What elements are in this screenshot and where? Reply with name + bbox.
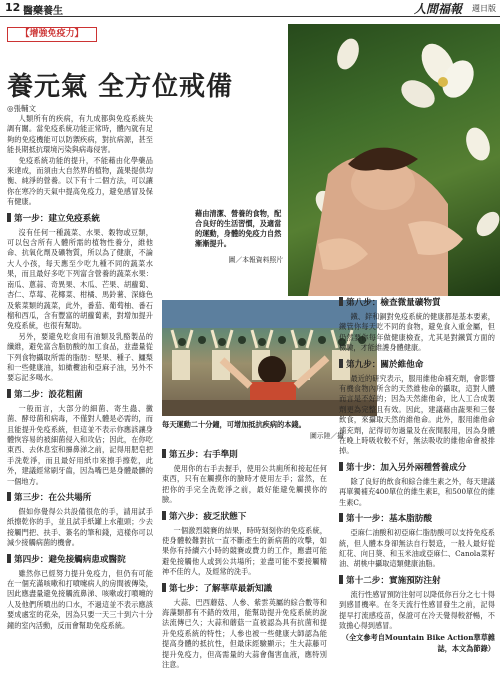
photo-credit: 圖示陸／攝	[310, 432, 344, 440]
newspaper-logo: 人間福報	[413, 2, 462, 16]
step-paragraph: 另外，要避免吃食用有油類及乳酪製品的纖維，避免富含脂肪酸的加工食品，並盡量從下列食物攝取所需的脂肪：堅果、種子、鱷梨和一些健康油，如橄欖油和亞麻子油，另外不要忘記多喝水。	[7, 331, 153, 383]
heading-bar-icon	[162, 449, 166, 458]
newspaper-edition: 週日版	[472, 4, 496, 13]
step-paragraph: 假如你覺得公共設備很危的手，請用試手紙擦乾你的手，並且試手紙罐上水龍頭；少去接觸門把、扶手、簽名的筆和錢，這樣你可以減少接觸病菌的機會。	[7, 507, 153, 548]
left-column	[7, 114, 153, 631]
intro-paragraph: 免疫系統功能的提升，不能藉由化學藥品來達成，而須由大自然界的植物，蔬果提供均衡、純淨的營養。以下有十二個方法，可以讓你在寒冷的天氣中提高免疫力，避免感冒及保有健康。	[7, 155, 153, 207]
step-paragraph: 亞麻仁油酸和初亞麻仁脂肪酸可以支持免疫系統，但人體本身卻無法自行製造，一般人最好從紅花、向日葵、和玉米油或亞麻仁、Canola菜籽油、胡桃中攝取這類健康油脂。	[339, 528, 495, 569]
step-paragraph: 沒有任何一種蔬菜、水果、穀物或豆類，可以包含所有人體所需的植物性養分，維他命、抗氧化劑及礦物質，所以為了健康，不論大人小孩，每天應至少吃九種不同的蔬菜水果，而且最好多吃下列富含營養的蔬菜水果：南瓜、蔥蒜、奇異果、木瓜、芒果、胡蘿蔔、杏仁、草莓、花椰菜、柑橘、馬鈴薯、深綠色及紫菜類的蔬菜，此外，番茄、葡萄柚、番石榴和西瓜，含有豐富的胡蘿蔔素，對增加提升免疫系統，也很有幫助。	[7, 227, 153, 331]
intro-paragraph: 人類所有的疾病，有九成都與免疫系統失調有關。當免疫系統功能正常時，體內就有足夠的免疫機能可以防禦疾病，對抗病源，甚至能長期抵抗環境污染與病毒侵害。	[7, 114, 153, 155]
page-header	[0, 0, 500, 17]
step-paragraph: 大蒜、巴西蘑菇、人參、紫雲英屬的綜合數等和海藻類都有不錯的效用，能幫助提升免疫系統的說法流傳已久；大蒜和蘑菇一直被認為具有抗菌和提升免疫系統的特性；人參也被一些健康大師認為能提高身體的抵抗性，但最床經驗顯示；生大蒜藤可提升免疫力，但高需量的大蒜會傷害血液，應特別注意。	[162, 597, 327, 670]
step-paragraph: 最近的研究表示，服用維他命補充劑，會影響有機食物內所含的天然維他命的攝取，這對人體而言是不好的；因為天然維他命，比人工合成製劑更為完整且有效。因此，建議藉由蔬果和三餐飲食，來攝取天然的維他命。此外，服用維他命補充劑，記得切勿過量及在夜間服用，因為身體在晚上時吸收較不好，無法吸收的維他命會被排掉。	[339, 373, 495, 456]
article-title: 養元氣 全方位戒備	[7, 72, 234, 102]
step-heading: 第三步：在公共場所	[7, 492, 153, 504]
step-heading: 第八步：檢查微量礦物質	[339, 297, 495, 309]
caption-text: 藉由清潔、營養的食物，配合良好的生活習慣，及適當的運動，身體的免疫力自然漸漸提升。	[195, 209, 282, 248]
step-heading: 第四步：避免接觸病患或醫院	[7, 554, 153, 566]
step-paragraph: 使用你的右手去握手，使用公共廁所和接起任何東西，只有在觸摸你的臉時才使用左手；當然，在把你的手完全洗乾淨之前，最好能避免觸摸你的臉。	[162, 464, 327, 505]
step-paragraph: 流行性感冒預防注射可以降低你百分之七十得到感冒機率。在冬天流行性感冒發生之前，記得提早打流感疫苗，保證可在冷天覺得較舒暢，不致擔心得到感冒。	[339, 589, 495, 630]
step-paragraph: 雖然你已經努力提升免疫力，但仍有可能在一個充滿咳嗽和打噴嚏病人的房間被傳染，因此應盡量避免接觸流鼻涕、咳嗽或打噴嚏的人及他們所噴出的口水，不過這並不表示應該要成處室的花朵，因為只要一天三十到六十分鐘的室內活動，反而會幫助免疫系統。	[7, 568, 153, 630]
step-paragraph: 一般而言，大部分的細菌、寄生蟲、黴菌、酵母菌和病毒，不僅對人體是必需的，而且能提升免疫系統，但這並不表示你應該讓身體恢容易的被細菌侵入和攻佔；因此，在你吃東西、去休息室和擤鼻涕之前，記得用肥皂把手洗乾淨，而且最好用紙巾來擦手擦乾，此外，建議經常刷牙齒，因為嘴巴是身體最髒的一個地方。	[7, 403, 153, 486]
spa-photo-caption	[195, 209, 283, 265]
step-heading: 第五步：右手準則	[162, 449, 327, 461]
heading-bar-icon	[339, 462, 343, 471]
caption-text: 每天運動二十分鐘，可增加抵抗疾病的本錢。	[162, 420, 306, 429]
spa-massage-photo	[288, 24, 500, 296]
photo-credit: 圖／本報資料照片	[228, 256, 283, 264]
step-heading: 第十步：加入另外兩種營養成分	[339, 462, 495, 474]
heading-bar-icon	[7, 492, 11, 501]
step-heading: 第六步：疲乏狀態下	[162, 511, 327, 523]
heading-bar-icon	[7, 554, 11, 563]
heading-bar-icon	[339, 513, 343, 522]
step-heading: 第七步：了解華草最新知識	[162, 583, 327, 595]
page-number: 12	[5, 1, 21, 14]
step-paragraph: 一個激烈競賽的結果，時時刻刻你的免疫系統，使身體較難對抗一直不斷產生的新病菌的攻擊，如果你有持續六小時的競賽或費力的工作，應盡可能避免接觸他人或到公共場所；並盡可能不要接觸精神不佳的人，及經常的洗手。	[162, 525, 327, 577]
step-paragraph: 除了良好的飲食和綜合維生素之外，每天建議再單獨補充400單位的維生素E，和500單位的維生素C。	[339, 476, 495, 507]
step-heading: 第十一步：基本脂肪酸	[339, 513, 495, 525]
heading-bar-icon	[339, 575, 343, 584]
heading-bar-icon	[339, 359, 343, 368]
step-heading: 第十二步：實施預防注射	[339, 575, 495, 587]
step-paragraph: 鐵、鋅和銅對免疫系統的健康都是基本要素，鐵管你每天吃不同的食物，避免食入重金屬，但仍然要你每年做健康檢查，尤其是對鐵質方面的檢驗，才能維護身體健康。	[339, 312, 495, 353]
step-heading: 第一步：建立免疫系統	[7, 213, 153, 225]
topic-tag: 【增強免疫力】	[7, 27, 97, 42]
heading-bar-icon	[7, 213, 11, 222]
byline: ◎張輔文	[7, 104, 37, 113]
step-heading: 第九步：關於維他命	[339, 359, 495, 371]
heading-bar-icon	[339, 297, 343, 306]
middle-column	[162, 444, 327, 671]
source-note: （全文參考自Mountain Bike Action華草雜誌，本文為節錄）	[341, 633, 495, 653]
right-column	[339, 292, 495, 654]
heading-bar-icon	[7, 389, 11, 398]
spa-illustration	[288, 24, 500, 296]
heading-bar-icon	[162, 511, 166, 520]
step-heading: 第二步：設花粗菌	[7, 389, 153, 401]
heading-bar-icon	[162, 583, 166, 592]
section-name: 醫藥養生	[23, 6, 63, 17]
